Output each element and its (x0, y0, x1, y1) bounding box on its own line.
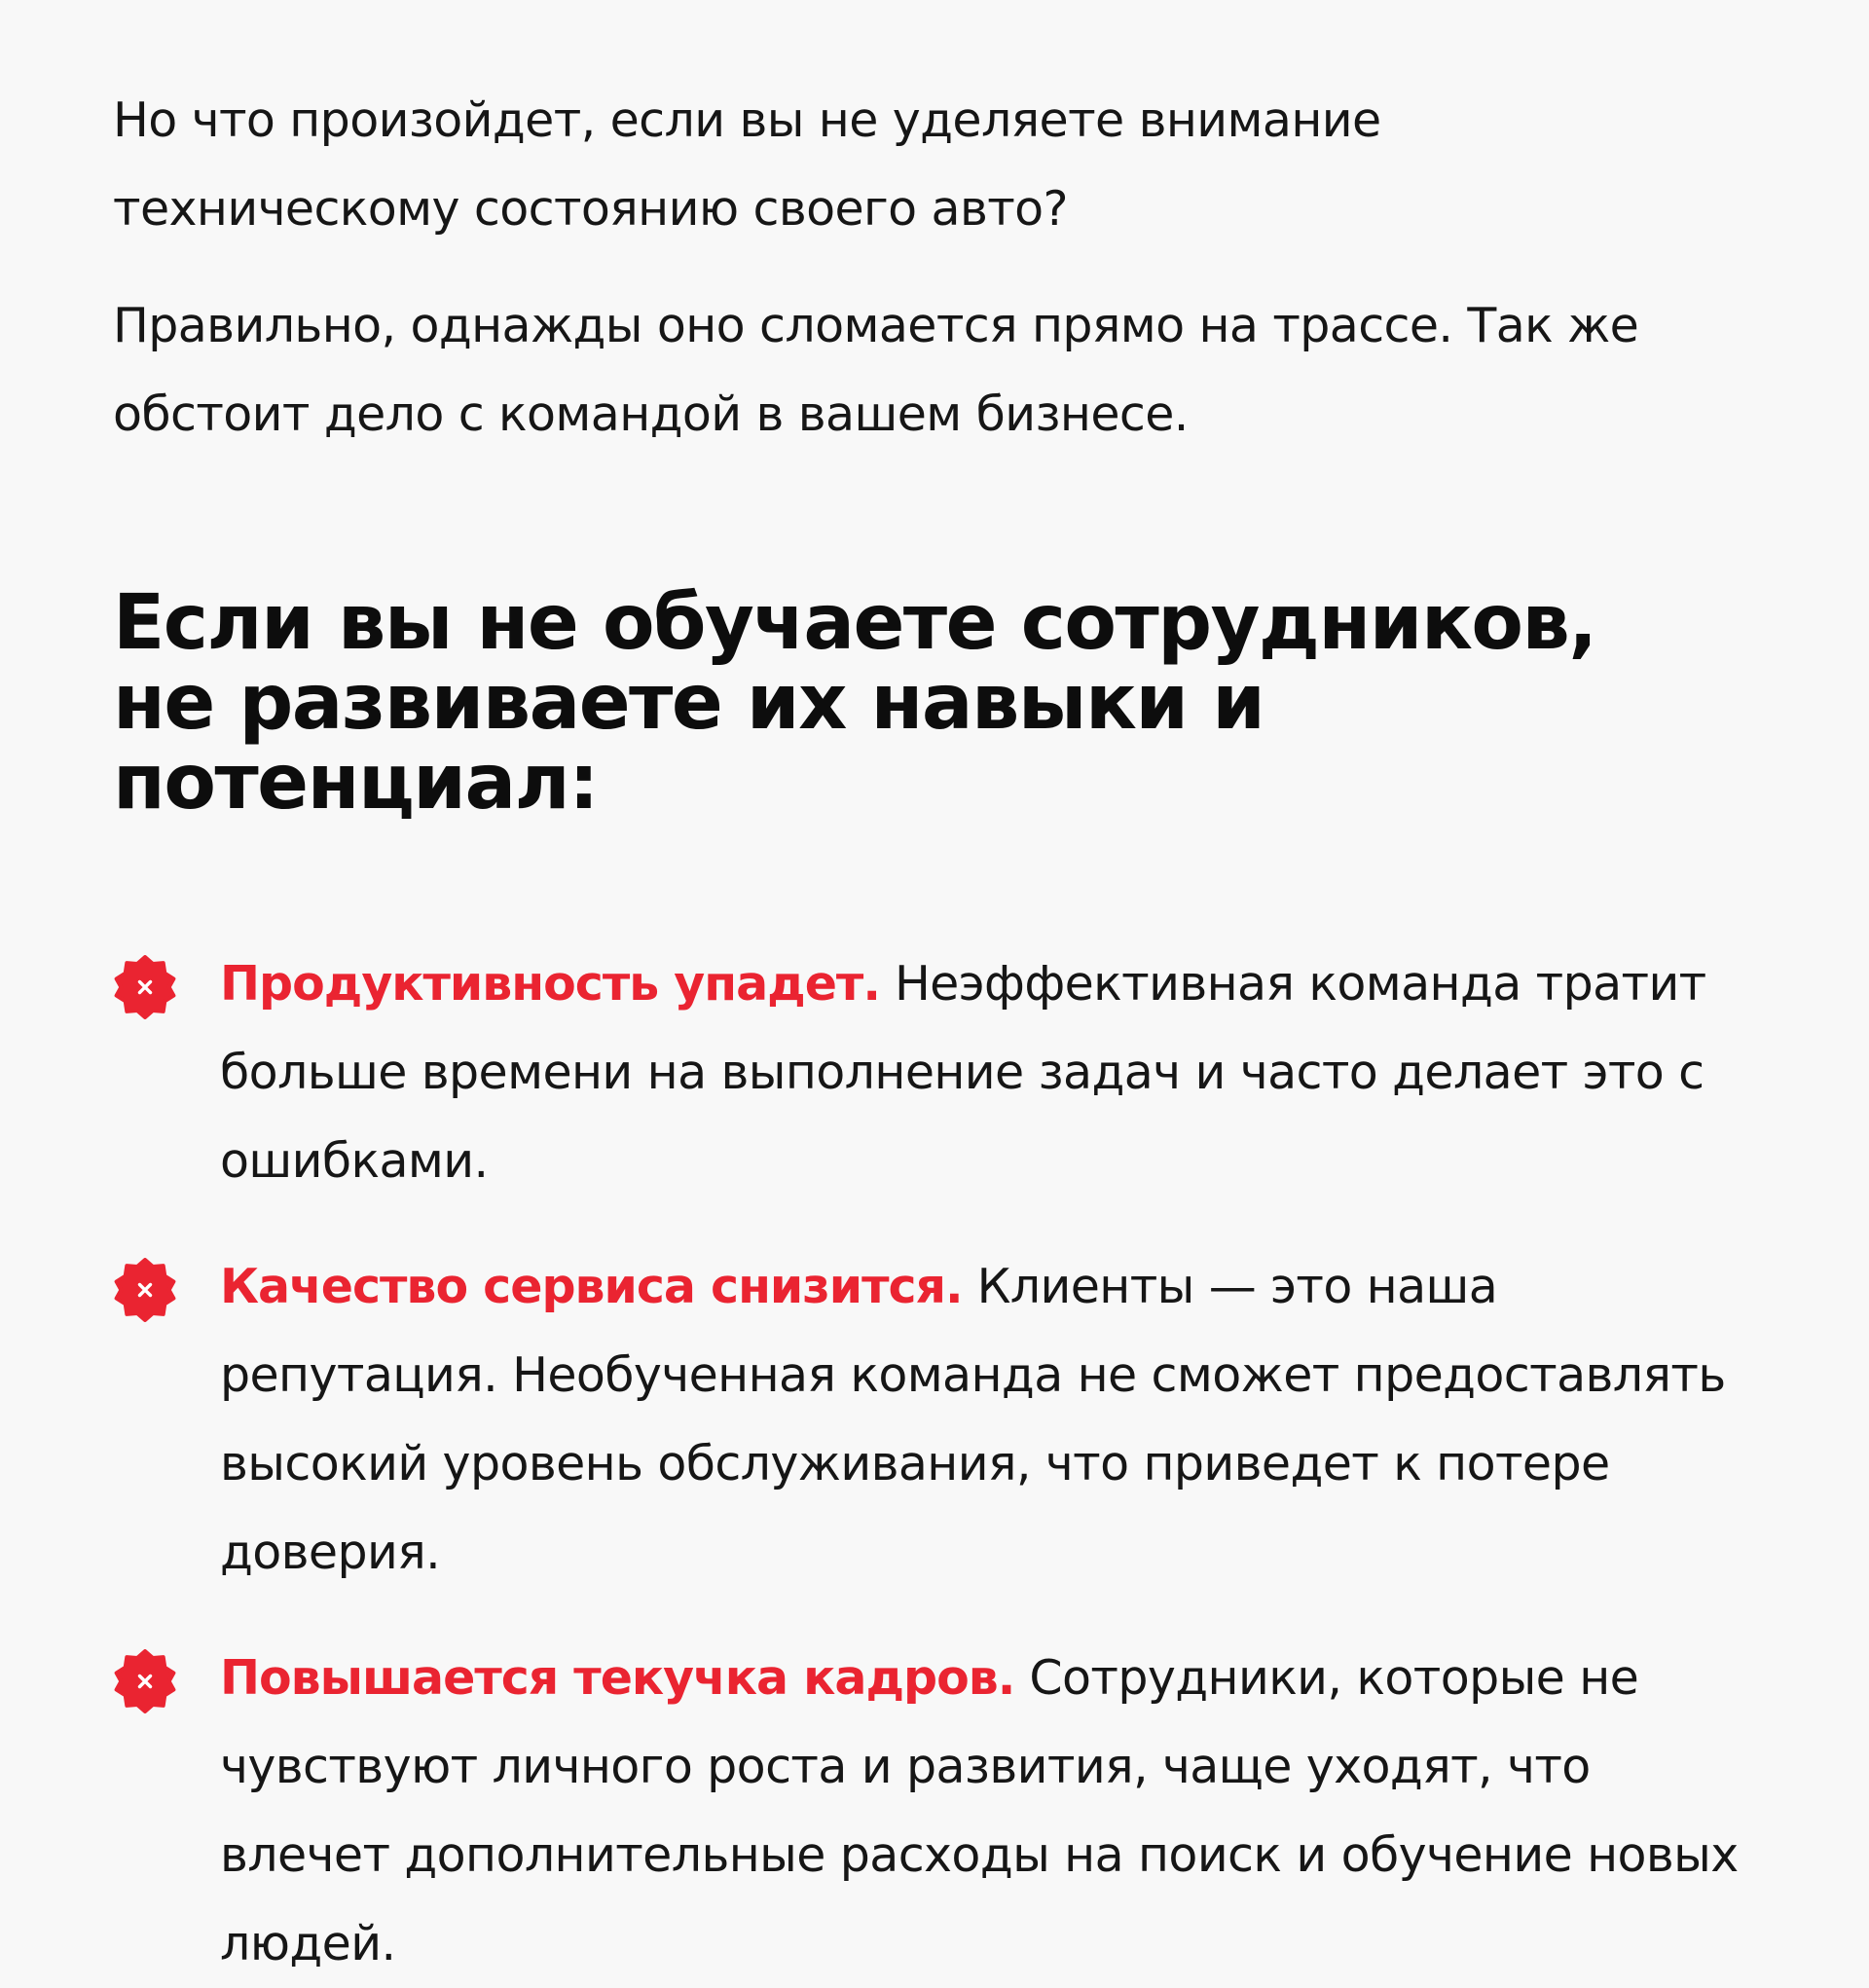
intro-paragraph-1-line-2: техническому состоянию своего авто? (113, 181, 1068, 237)
consequence-lead: Повышается текучка кадров. (220, 1650, 1015, 1706)
consequence-text: Неэффективная команда тратит больше времени на выполнение задач и часто делает это с ошибками. (220, 956, 1706, 1189)
intro (113, 76, 1768, 459)
article-content (113, 76, 1768, 1988)
x-badge-icon (113, 1258, 177, 1322)
x-badge-icon (113, 1649, 177, 1713)
section-headline (113, 579, 1768, 827)
consequence-lead: Продуктивность упадет. (220, 956, 880, 1012)
consequence-item-turnover (113, 1634, 1768, 1988)
section-headline-line-1: Если вы не обучаете сотрудников, (113, 579, 1596, 667)
x-badge-icon (113, 955, 177, 1019)
intro-paragraph-2-line-2: обстоит дело с командой в вашем бизнесе. (113, 387, 1189, 442)
consequence-lead: Качество сервиса снизится. (220, 1259, 963, 1314)
intro-paragraph-1-line-1: Но что произойдет, если вы не уделяете внимание (113, 92, 1381, 148)
intro-paragraph-2 (113, 281, 1768, 459)
consequence-item-productivity (113, 939, 1768, 1205)
consequence-text: Клиенты — это наша репутация. Необученная команда не сможет предоставлять высокий уровень обслуживания, что приведет к потере доверия. (220, 1259, 1726, 1580)
section-headline-line-2: не развиваете их навыки и потенциал: (113, 659, 1264, 827)
consequences-list (113, 939, 1768, 1988)
intro-paragraph-2-line-1: Правильно, однажды оно сломается прямо на трассе. Так же (113, 298, 1639, 353)
consequence-text: Сотрудники, которые не чувствуют личного роста и развития, чаще уходят, что влечет дополнительные расходы на поиск и обучение новых людей. (220, 1650, 1739, 1971)
intro-paragraph-1 (113, 76, 1768, 253)
consequence-item-service (113, 1242, 1768, 1597)
